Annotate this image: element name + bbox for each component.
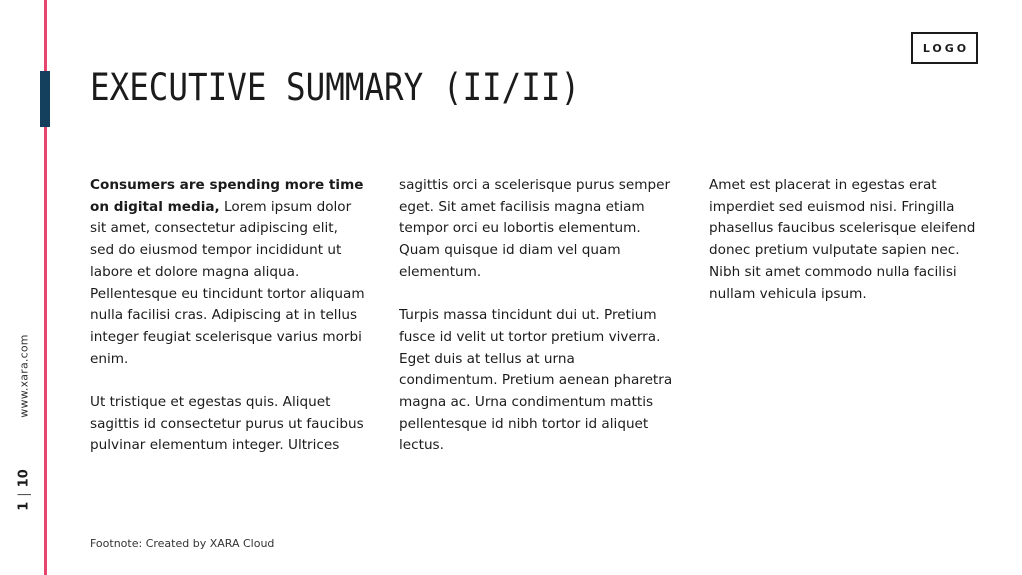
page-current: 1	[16, 501, 32, 511]
logo: LOGO	[911, 32, 978, 64]
text-column-1	[90, 175, 365, 457]
paragraph	[90, 175, 365, 370]
footnote: Footnote: Created by XARA Cloud	[90, 537, 275, 550]
paragraph: sagittis orci a scelerisque purus semper eget. Sit amet facilisis magna etiam tempor orci eu lobortis elementum. Quam quisque id diam vel quam elementum.	[399, 177, 671, 280]
paragraph: Ut tristique et egestas quis. Aliquet sagittis id consectetur purus ut faucibus pulvinar elementum integer. Ultrices	[90, 394, 364, 454]
page-title: EXECUTIVE SUMMARY (II/II)	[90, 66, 581, 109]
page-indicator	[17, 469, 32, 511]
paragraph-text: Lorem ipsum dolor sit amet, consectetur adipiscing elit, sed do eiusmod tempor incididunt ut labore et dolore magna aliqua. Pellentesque eu tincidunt tortor aliquam nulla facilisi cras. Adipiscing at in tellus integer feugiat scelerisque varius morbi enim.	[90, 198, 365, 367]
page-total: 10	[16, 469, 32, 488]
page-separator: |	[16, 492, 32, 497]
website-url[interactable]: www.xara.com	[17, 334, 31, 418]
title-accent-bar	[40, 71, 50, 127]
text-column-2	[399, 175, 674, 457]
paragraph-lead: Consumers are spending more time on digital media,	[90, 177, 364, 215]
text-column-3	[709, 175, 984, 305]
paragraph: Amet est placerat in egestas erat imperdiet sed euismod nisi. Fringilla phasellus faucibus scelerisque eleifend donec pretium vulputate sapien nec. Nibh sit amet commodo nulla facilisi nullam vehicula ipsum.	[709, 177, 976, 302]
paragraph: Turpis massa tincidunt dui ut. Pretium fusce id velit ut tortor pretium viverra. Eget duis at tellus at urna condimentum. Pretium aenean pharetra magna ac. Urna condimentum mattis pellentesque id nibh tortor id aliquet lectus.	[399, 307, 673, 454]
